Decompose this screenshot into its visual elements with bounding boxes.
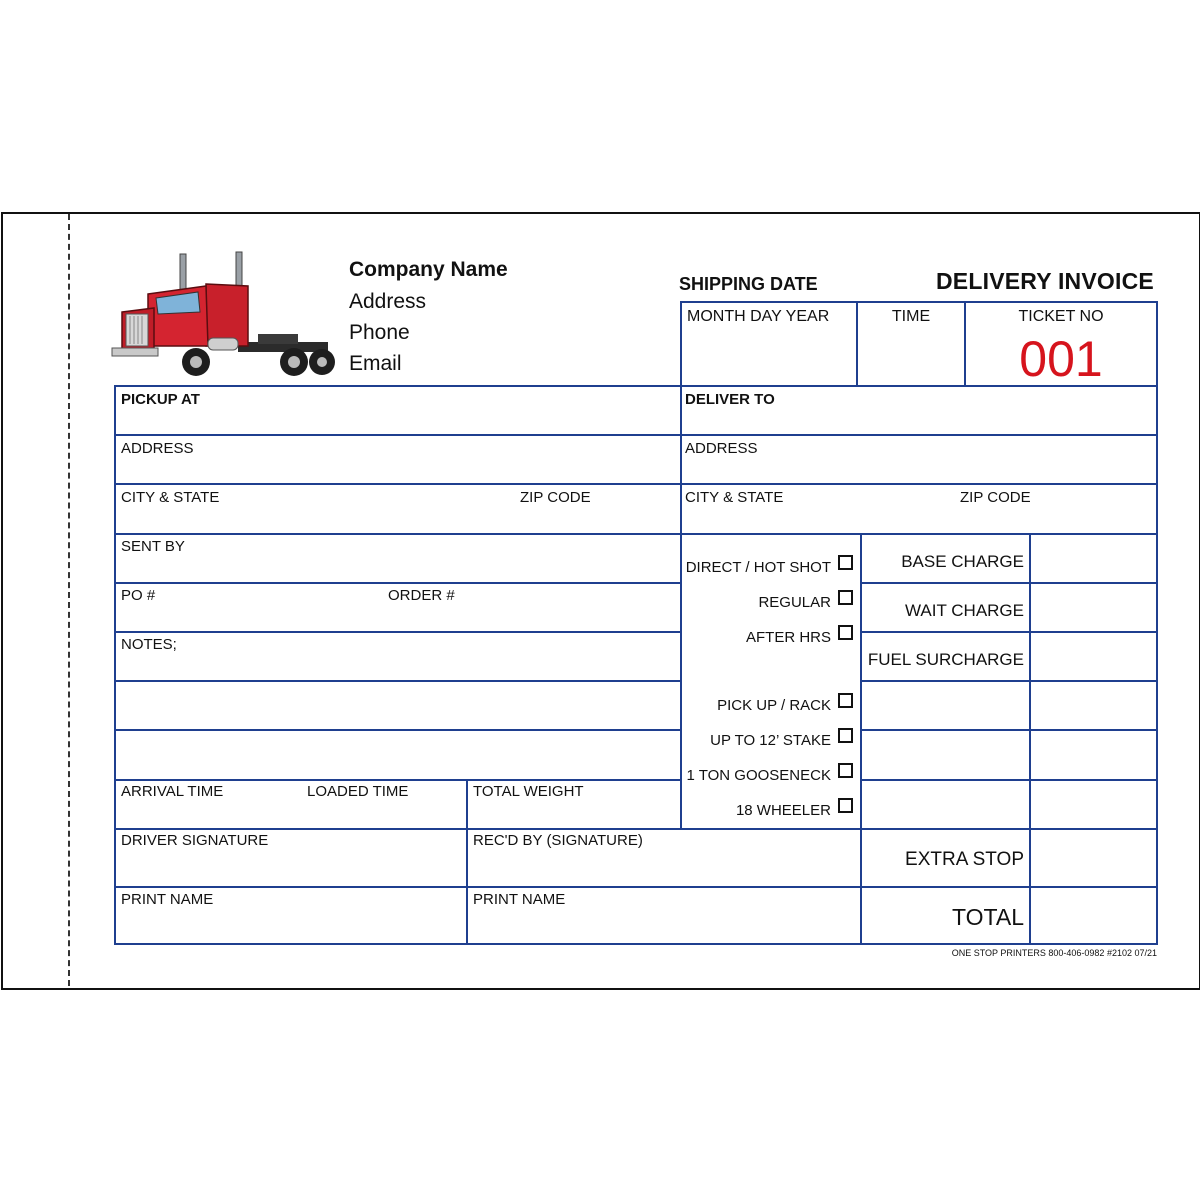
po-label: PO # [121,587,156,604]
option-pick-up-rack: PICK UP / RACK [717,697,831,714]
notes-label: NOTES; [121,636,177,653]
company-email: Email [349,352,402,375]
ticket-number: 001 [1019,331,1103,387]
recd-by-label: REC'D BY (SIGNATURE) [473,832,643,849]
time-label: TIME [891,308,931,325]
company-address: Address [349,290,427,313]
checkbox-1-ton-gooseneck[interactable] [838,763,853,778]
arrival-time-label: ARRIVAL TIME [121,783,224,800]
option-1-ton-gooseneck: 1 TON GOOSENECK [686,767,831,784]
checkbox-regular[interactable] [838,590,853,605]
deliver-zip-label: ZIP CODE [960,489,1031,506]
printer-footer: ONE STOP PRINTERS 800-406-0982 #2102 07/21 [951,948,1157,958]
checkbox-up-to-12-stake[interactable] [838,728,853,743]
print-name-left-label: PRINT NAME [121,891,214,908]
total-weight-label: TOTAL WEIGHT [473,783,584,800]
fuel-surcharge-label: FUEL SURCHARGE [867,650,1024,669]
pickup-city-state-label: CITY & STATE [121,489,220,506]
sent-by-label: SENT BY [121,538,185,555]
checkbox-pick-up-rack[interactable] [838,693,853,708]
option-after-hrs: AFTER HRS [745,629,831,646]
company-name: Company Name [349,258,508,281]
pickup-at-label: PICKUP AT [121,391,200,408]
shipping-date-heading: SHIPPING DATE [679,274,818,294]
ticket-no-label: TICKET NO [1018,308,1104,325]
checkbox-direct-hot-shot[interactable] [838,555,853,570]
print-name-right-label: PRINT NAME [473,891,566,908]
option-18-wheeler: 18 WHEELER [735,802,831,819]
checkbox-after-hrs[interactable] [838,625,853,640]
company-phone: Phone [349,321,410,344]
checkbox-18-wheeler[interactable] [838,798,853,813]
extra-stop-label: EXTRA STOP [905,849,1024,870]
deliver-to-label: DELIVER TO [685,391,775,408]
total-label: TOTAL [952,904,1024,930]
option-direct-hot-shot: DIRECT / HOT SHOT [685,559,831,576]
driver-signature-label: DRIVER SIGNATURE [121,832,269,849]
pickup-address-label: ADDRESS [121,440,194,457]
deliver-city-state-label: CITY & STATE [685,489,784,506]
base-charge-label: BASE CHARGE [901,552,1024,571]
deliver-address-label: ADDRESS [685,440,758,457]
pickup-zip-label: ZIP CODE [520,489,591,506]
order-label: ORDER # [388,587,455,604]
wait-charge-label: WAIT CHARGE [904,601,1024,620]
option-up-to-12-stake: UP TO 12’ STAKE [710,732,831,749]
option-regular: REGULAR [758,594,831,611]
loaded-time-label: LOADED TIME [307,783,409,800]
invoice-title: DELIVERY INVOICE [936,268,1154,294]
month-day-year-label: MONTH DAY YEAR [687,308,830,325]
